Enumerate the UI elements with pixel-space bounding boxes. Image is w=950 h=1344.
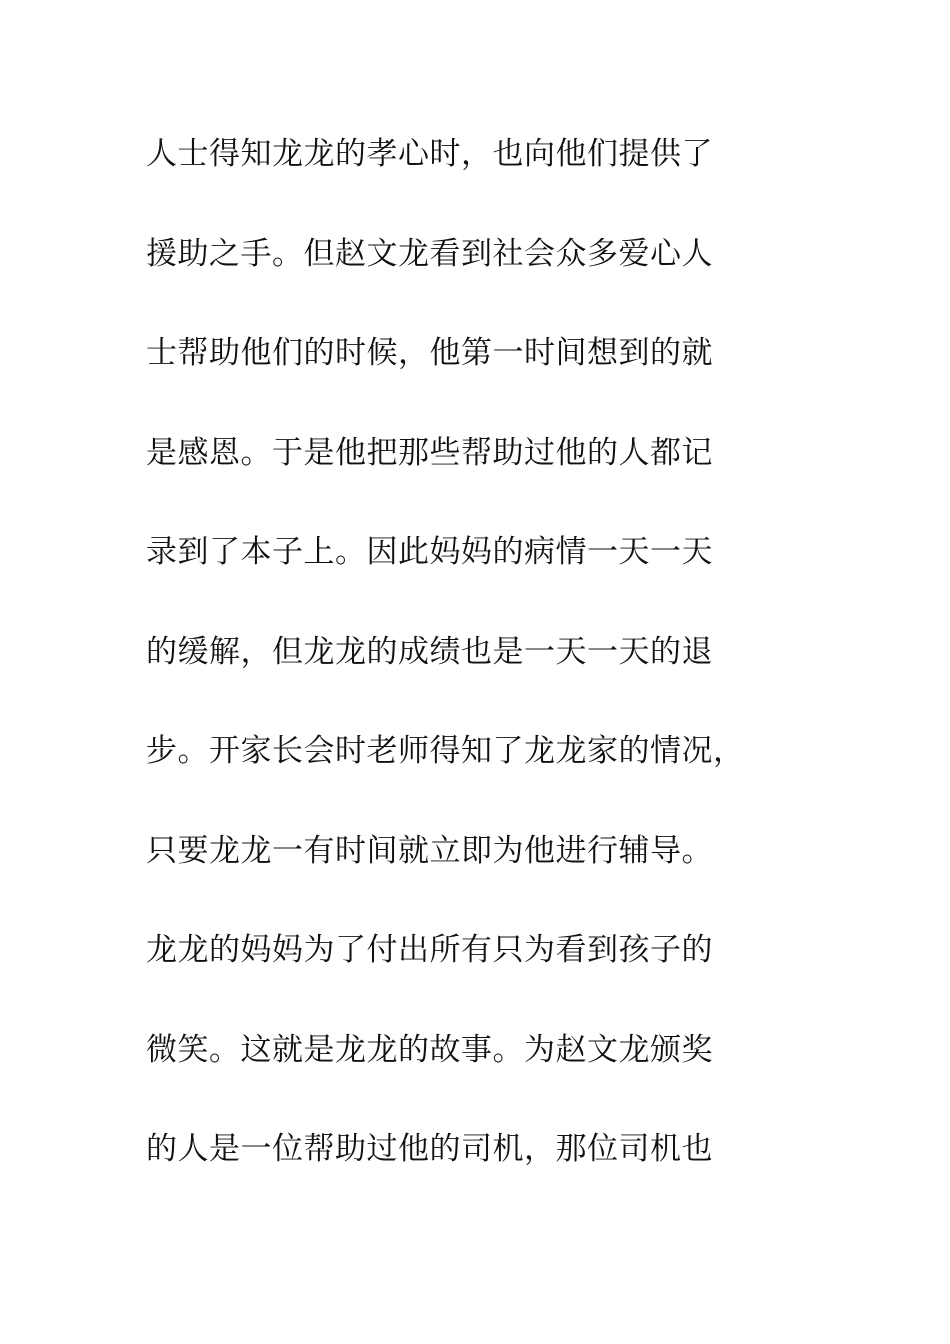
body-text [146,125,866,1220]
text-line-8: 只要龙龙一有时间就立即为他进行辅导。 [146,832,713,869]
text-line-3: 士帮助他们的时候，他第一时间想到的就 [146,335,713,371]
text-line-4: 是感恩。于是他把那些帮助过他的人都记 [146,434,713,471]
text-line-6: 的缓解，但龙龙的成绩也是一天一天的退 [146,633,713,670]
text-line-2: 援助之手。但赵文龙看到社会众多爱心人 [146,235,713,272]
text-line-9: 龙龙的妈妈为了付出所有只为看到孩子的 [146,932,713,968]
text-line-7: 步。开家长会时老师得知了龙龙家的情况， [146,733,745,769]
text-line-11: 的人是一位帮助过他的司机，那位司机也 [146,1131,713,1167]
text-line-5: 录到了本子上。因此妈妈的病情一天一天 [146,534,713,570]
text-line-10: 微笑。这就是龙龙的故事。为赵文龙颁奖 [146,1031,713,1068]
text-line-1: 人士得知龙龙的孝心时，也向他们提供了 [146,136,713,172]
